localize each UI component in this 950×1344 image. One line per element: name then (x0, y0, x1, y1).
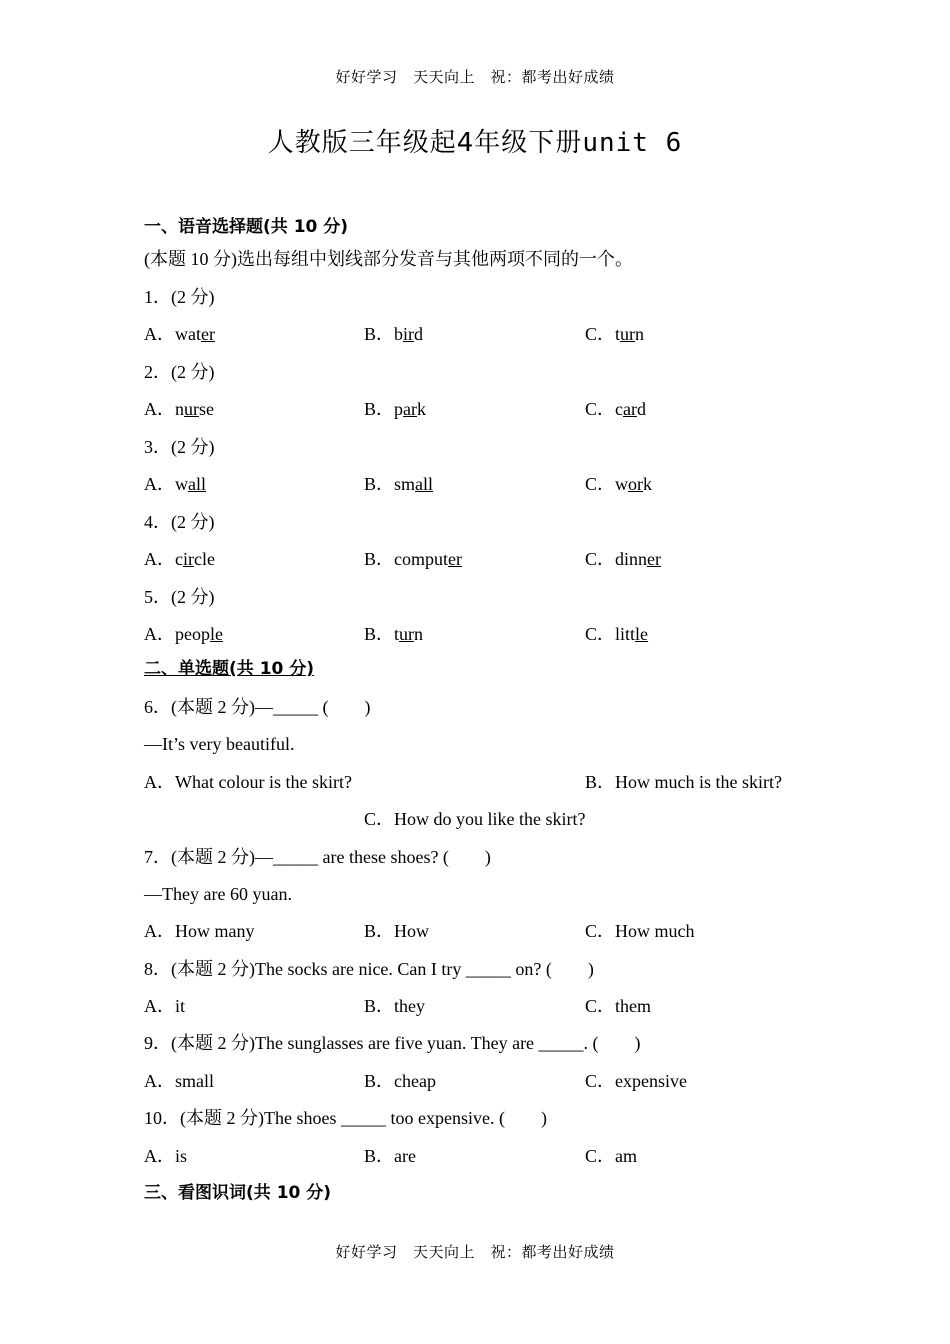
option-pre: t (394, 624, 400, 644)
underlined-letters: le (635, 624, 649, 644)
section2-heading: 二、单选题(共 10 分) (144, 659, 315, 679)
option-post: d (637, 399, 646, 419)
underlined-letters: ur (184, 399, 199, 419)
q7-option-a[interactable]: A．How many (144, 921, 255, 941)
q5-label: 5．(2 分) (144, 587, 215, 607)
q9-option-c[interactable]: C．expensive (585, 1071, 687, 1091)
q3-label: 3．(2 分) (144, 437, 215, 457)
option-post: n (414, 624, 424, 644)
q6-option-b[interactable]: B．How much is the skirt? (585, 772, 782, 792)
option-letter: C． (585, 624, 616, 644)
underlined-letters: ir (403, 324, 415, 344)
option-letter: B． (364, 399, 395, 419)
underlined-letters: ar (403, 399, 417, 419)
q10-stem: 10．(本题 2 分)The shoes _____ too expensive. ( ) (144, 1108, 547, 1128)
title-chinese: 人教版三年级起4年级下册 (267, 128, 583, 158)
q3-option-a[interactable] (144, 473, 206, 495)
underlined-letters: le (210, 624, 223, 644)
option-pre: sm (394, 474, 416, 494)
option-letter: A． (144, 624, 175, 644)
option-pre: peop (175, 624, 210, 644)
q10-option-a[interactable]: A．is (144, 1146, 188, 1166)
q6-reply: —It’s very beautiful. (144, 734, 295, 754)
option-letter: B． (364, 624, 395, 644)
option-pre: w (175, 474, 188, 494)
option-letter: C． (585, 549, 616, 569)
option-letter: A． (144, 399, 175, 419)
q4-option-c[interactable] (585, 548, 661, 570)
q7-option-b[interactable]: B．How (364, 921, 430, 941)
option-pre: comput (394, 549, 449, 569)
option-pre: t (615, 324, 621, 344)
q3-option-c[interactable] (585, 473, 652, 495)
section1-heading: 一、语音选择题(共 10 分) (144, 217, 349, 237)
q9-option-a[interactable]: A．small (144, 1071, 214, 1091)
q1-option-b[interactable] (364, 323, 423, 345)
option-letter: A． (144, 549, 175, 569)
option-pre: n (175, 399, 184, 419)
option-letter: C． (585, 399, 616, 419)
option-letter: B． (364, 474, 395, 494)
q2-option-b[interactable] (364, 398, 426, 420)
q5-option-a[interactable] (144, 623, 223, 645)
option-post: k (417, 399, 426, 419)
option-pre: c (175, 549, 183, 569)
page-footer: 好好学习 天天向上 祝：都考出好成绩 (335, 1243, 615, 1261)
q6-option-c[interactable]: C．How do you like the skirt? (364, 809, 586, 829)
q7-option-c[interactable]: C．How much (585, 921, 695, 941)
q7-stem: 7．(本题 2 分)—_____ are these shoes? ( ) (144, 847, 491, 867)
page-title (0, 122, 950, 159)
q6-stem: 6．(本题 2 分)—_____ ( ) (144, 697, 371, 717)
q4-option-b[interactable] (364, 548, 462, 570)
option-pre: dinn (615, 549, 648, 569)
option-post: n (635, 324, 645, 344)
q3-option-b[interactable] (364, 473, 433, 495)
q1-option-a[interactable] (144, 323, 215, 345)
underlined-letters: er (448, 549, 462, 569)
q8-option-a[interactable]: A．it (144, 996, 186, 1016)
q4-option-a[interactable] (144, 548, 215, 570)
q2-option-a[interactable] (144, 398, 214, 420)
q10-option-c[interactable]: C．am (585, 1146, 637, 1166)
q2-option-c[interactable] (585, 398, 646, 420)
underlined-letters: ar (623, 399, 637, 419)
option-pre: c (615, 399, 624, 419)
option-letter: C． (585, 324, 616, 344)
option-letter: A． (144, 324, 175, 344)
q10-option-b[interactable]: B．are (364, 1146, 416, 1166)
underlined-letters: er (647, 549, 662, 569)
option-letter: C． (585, 474, 616, 494)
q1-label: 1．(2 分) (144, 287, 215, 307)
q8-stem: 8．(本题 2 分)The socks are nice. Can I try _____ on? ( ) (144, 959, 594, 979)
q5-option-c[interactable] (585, 623, 648, 645)
underlined-letters: all (188, 474, 206, 494)
q8-option-c[interactable]: C．them (585, 996, 651, 1016)
option-pre: b (394, 324, 404, 344)
underlined-letters: or (628, 474, 644, 494)
option-letter: A． (144, 474, 175, 494)
title-code: unit 6 (582, 128, 683, 158)
q2-label: 2．(2 分) (144, 362, 215, 382)
q9-option-b[interactable]: B．cheap (364, 1071, 436, 1091)
option-post: d (414, 324, 424, 344)
option-letter: B． (364, 324, 395, 344)
option-pre: wat (175, 324, 201, 344)
underlined-letters: all (415, 474, 434, 494)
underlined-letters: er (201, 324, 215, 344)
q8-option-b[interactable]: B．they (364, 996, 425, 1016)
option-letter: B． (364, 549, 395, 569)
option-post: k (643, 474, 653, 494)
underlined-letters: ur (399, 624, 415, 644)
option-pre: w (615, 474, 629, 494)
page-header: 好好学习 天天向上 祝：都考出好成绩 (335, 68, 615, 86)
option-post: se (199, 399, 214, 419)
q6-option-a[interactable]: A．What colour is the skirt? (144, 772, 352, 792)
option-pre: p (394, 399, 404, 419)
q4-label: 4．(2 分) (144, 512, 215, 532)
q7-reply: —They are 60 yuan. (144, 884, 292, 904)
underlined-letters: ir (183, 549, 194, 569)
underlined-letters: ur (620, 324, 636, 344)
option-post: cle (194, 549, 215, 569)
section1-instruction: (本题 10 分)选出每组中划线部分发音与其他两项不同的一个。 (144, 249, 633, 269)
q9-stem: 9．(本题 2 分)The sunglasses are five yuan. They are _____. ( ) (144, 1033, 641, 1053)
q5-option-b[interactable] (364, 623, 423, 645)
q1-option-c[interactable] (585, 323, 644, 345)
option-pre: litt (615, 624, 636, 644)
section3-heading: 三、看图识词(共 10 分) (144, 1183, 332, 1203)
